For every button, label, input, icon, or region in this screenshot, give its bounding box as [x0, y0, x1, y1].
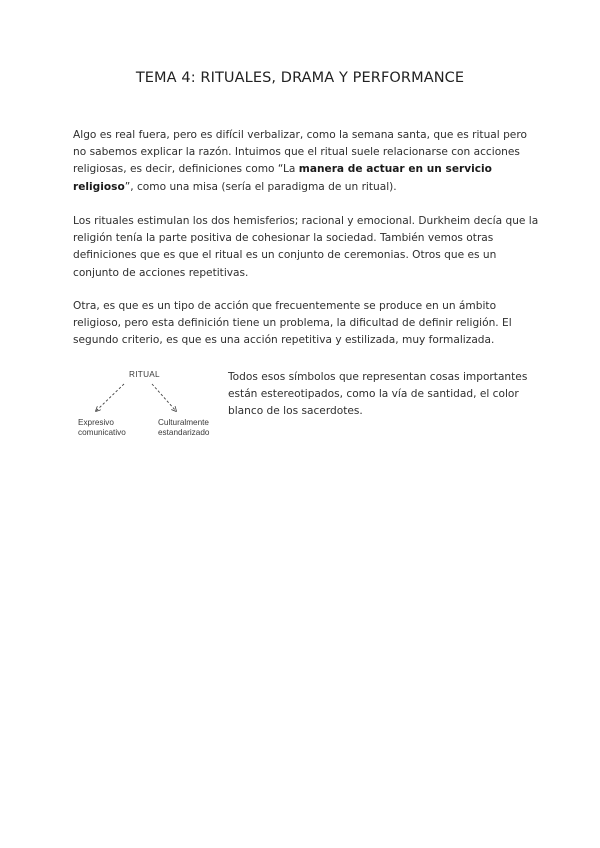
diagram-left-line-2: comunicativo: [78, 427, 126, 437]
paragraph-4: Todos esos símbolos que representan cosas importantes están estereotipados, como la vía de santidad, el color blanco de los sacerdotes.: [228, 371, 528, 418]
diagram-root-label: RITUAL: [129, 370, 160, 379]
diagram-right-label: [158, 418, 228, 437]
diagram-left-label: [78, 418, 138, 437]
paragraph-1-bold-phrase: manera de actuar en un servicio religioso: [73, 163, 492, 193]
diagram-right-line-1: Culturalmente: [158, 418, 209, 427]
paragraph-1: [73, 127, 543, 196]
right-arrow: [152, 384, 176, 411]
paragraph-2: Los rituales estimulan los dos hemisferios; racional y emocional. Durkheim decía que la religión tenía la parte positiva de cohesionar la sociedad. También vemos otras definiciones que es que el ritual es un conjunto de ceremonias. Otros que es un conjunto de acciones repetitivas.: [73, 215, 539, 279]
page-title: TEMA 4: RITUALES, DRAMA Y PERFORMANCE: [135, 70, 465, 86]
paragraph-1-text-end: ”, como una misa (sería el paradigma de un ritual).: [124, 180, 397, 193]
diagram-right-line-2: estandarizado: [158, 427, 210, 437]
paragraph-3: Otra, es que es un tipo de acción que frecuentemente se produce en un ámbito religioso, pero esta definición tiene un problema, la dificultad de definir religión. El segundo criterio, es que es una acción repetitiva y estilizada, muy formalizada.: [73, 300, 512, 347]
left-arrow: [96, 384, 124, 411]
diagram-left-line-1: Expresivo: [78, 418, 114, 427]
ritual-diagram: [72, 366, 222, 446]
paragraph-1-text-start: Algo es real fuera, pero es difícil verbalizar, como la semana santa, que es ritual pero no sabemos explicar la razón. Intuimos que el ritual suele relacionarse con acciones religiosas, es decir, definiciones como “La: [73, 129, 527, 176]
